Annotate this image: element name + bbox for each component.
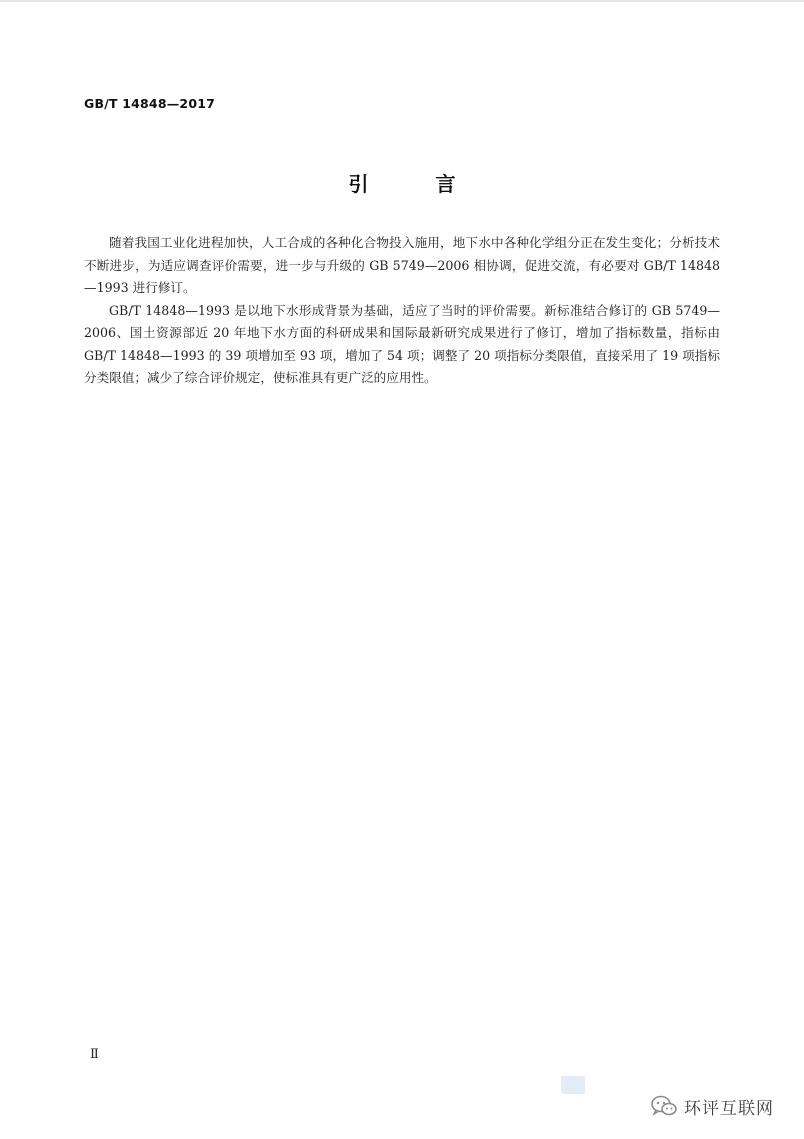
watermark-text: 环评互联网 [684, 1098, 774, 1119]
section-title: 引 言 [348, 172, 486, 196]
page-top-border [0, 0, 804, 2]
standard-code: GB/T 14848—2017 [84, 96, 216, 111]
wechat-icon [650, 1095, 678, 1117]
page-number: Ⅱ [90, 1047, 99, 1062]
watermark [650, 1091, 774, 1121]
document-body [84, 232, 720, 390]
paragraph-1: 随着我国工业化进程加快，人工合成的各种化合物投入施用，地下水中各种化学组分正在发生变化；分析技术不断进步，为适应调查评价需要，进一步与升级的 GB 5749—2006 相协调，促进交流，有必要对 GB/T 14848—1993 进行修订。 [84, 235, 720, 295]
faint-stamp-mark [561, 1076, 585, 1094]
paragraph-2: GB/T 14848—1993 是以地下水形成背景为基础，适应了当时的评价需要。新标准结合修订的 GB 5749—2006、国土资源部近 20 年地下水方面的科研成果和国际最新研究成果进行了修订，增加了指标数量，指标由 GB/T 14848—1993 的 39 项增加至 93 项，增加了 54 项；调整了 20 项指标分类限值，直接采用了 19 项指标分类限值；减少了综合评价规定，使标准具有更广泛的应用性。 [84, 302, 720, 385]
